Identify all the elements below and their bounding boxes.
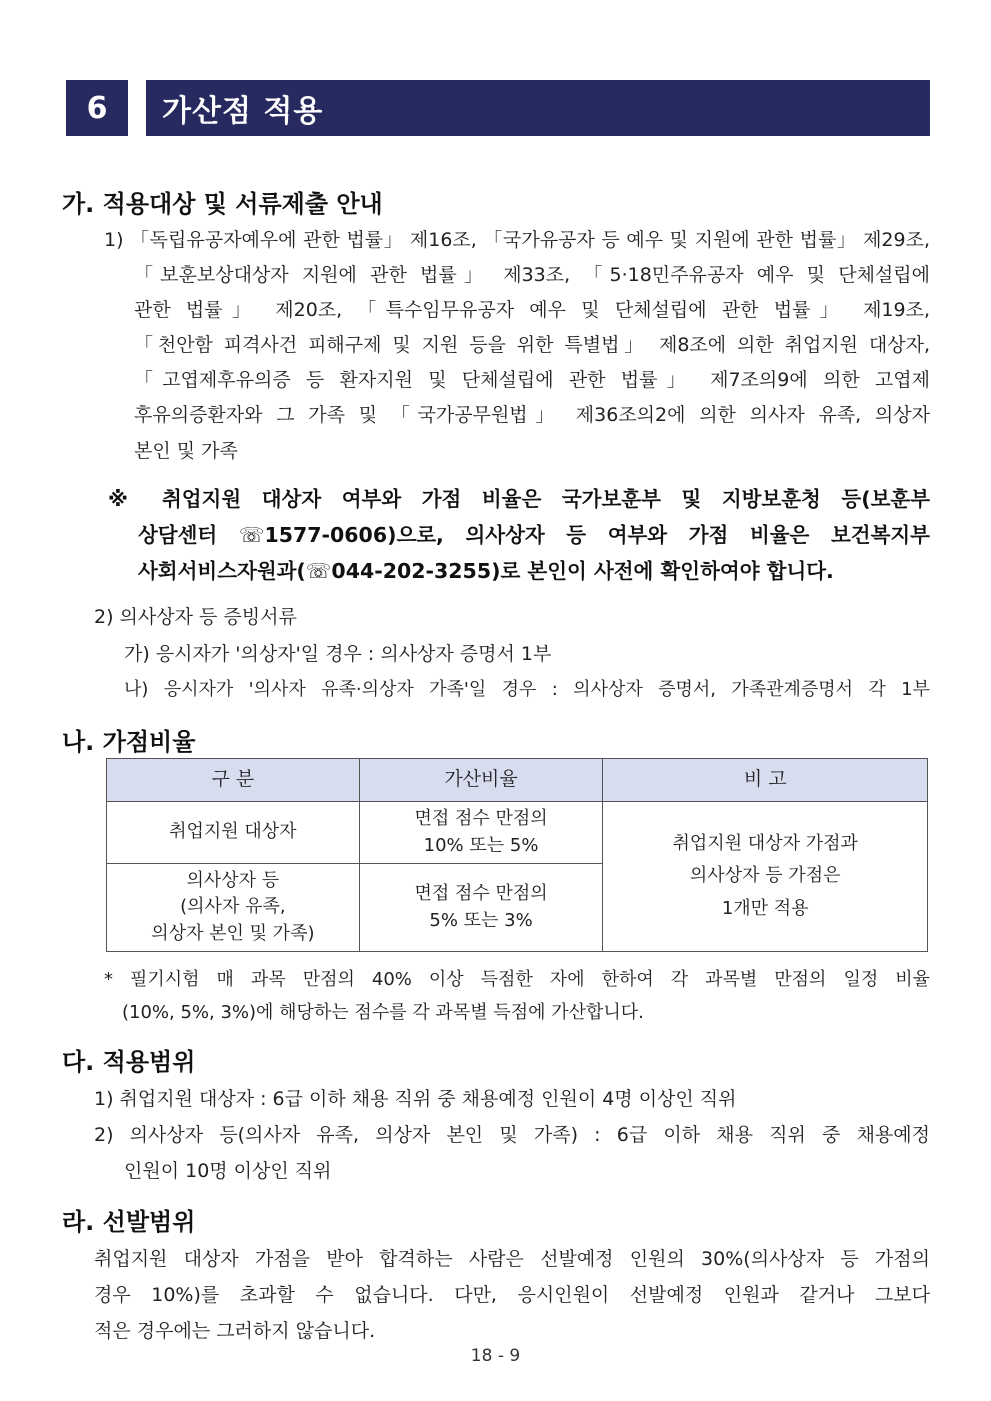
row1-category: 취업지원 대상자: [107, 802, 360, 864]
notice-line: 사회서비스자원과(☏044-202-3255)로 본인이 사전에 확인하여야 합니다.: [138, 559, 834, 583]
row2-category: [107, 864, 360, 952]
item2-title: 2) 의사상자 등 증빙서류: [94, 606, 297, 628]
bonus-rate-table: [106, 758, 928, 952]
row2-category-line3: 의상자 본인 및 가족): [151, 922, 315, 944]
da-item1: 1) 취업지원 대상자 : 6급 이하 채용 직위 중 채용예정 인원이 4명 이상인 직위: [94, 1088, 737, 1110]
item1-line: 「보훈보상대상자 지원에 관한 법률」 제33조, 「5·18민주유공자 예우 및 단체설립에: [134, 264, 930, 286]
heading-na: 나. 가점비율: [62, 728, 196, 756]
table-row: [107, 802, 928, 864]
remark-cell: [603, 802, 928, 952]
header-remark: 비 고: [603, 759, 928, 802]
da-item2-line1: 2) 의사상자 등(의사자 유족, 의상자 본인 및 가족) : 6급 이하 채용 직위 중 채용예정: [94, 1124, 930, 1146]
notice-line: ※ 취업지원 대상자 여부와 가점 비율은 국가보훈부 및 지방보훈청 등(보훈부: [108, 487, 930, 511]
footnote-line: * 필기시험 매 과목 만점의 40% 이상 득점한 자에 한하여 각 과목별 만점의 일정 비율: [104, 969, 930, 990]
row1-rate-line2: 10% 또는 5%: [423, 834, 539, 856]
row1-rate: [359, 802, 603, 864]
row2-rate-line2: 5% 또는 3%: [429, 909, 533, 931]
footnote-line: (10%, 5%, 3%)에 해당하는 점수를 각 과목별 득점에 가산합니다.: [122, 1002, 644, 1023]
row2-category-line2: (의사자 유족,: [180, 896, 286, 918]
ra-line: 경우 10%)를 초과할 수 없습니다. 다만, 응시인원이 선발예정 인원과 같거나 그보다: [94, 1284, 930, 1306]
item1-line: 본인 및 가족: [134, 440, 238, 462]
header-rate: 가산비율: [359, 759, 603, 802]
row2-rate: [359, 864, 603, 952]
remark-line3: 1개만 적용: [721, 897, 809, 919]
da-item2-line2: 인원이 10명 이상인 직위: [124, 1160, 332, 1182]
section-header: [66, 80, 930, 136]
item2-b: 나) 응시자가 '의사자 유족·의상자 가족'일 경우 : 의사상자 증명서, 가족관계증명서 각 1부: [124, 679, 930, 700]
item1-line: 후유의증환자와 그 가족 및 「국가공무원법」 제36조의2에 의한 의사자 유족, 의상자: [134, 404, 930, 426]
notice-line: 상담센터 ☏1577-0606)으로, 의사상자 등 여부와 가점 비율은 보건복지부: [138, 523, 930, 547]
page-number: 18 - 9: [470, 1346, 521, 1366]
heading-ra: 라. 선발범위: [62, 1208, 196, 1236]
section-title: 가산점 적용: [146, 80, 930, 136]
header-category: 구 분: [107, 759, 360, 802]
row2-category-line1: 의사상자 등: [186, 870, 280, 892]
row2-rate-line1: 면접 점수 만점의: [414, 883, 548, 905]
ra-line: 적은 경우에는 그러하지 않습니다.: [94, 1320, 376, 1342]
item1-line: 「천안함 피격사건 피해구제 및 지원 등을 위한 특별법」 제8조에 의한 취업지원 대상자,: [134, 334, 930, 356]
item1-line: 1) 「독립유공자예우에 관한 법률」 제16조, 「국가유공자 등 예우 및 지원에 관한 법률」 제29조,: [104, 229, 930, 251]
table-header-row: [107, 759, 928, 802]
row1-rate-line1: 면접 점수 만점의: [414, 808, 548, 830]
remark-line1: 취업지원 대상자 가점과: [672, 833, 858, 855]
item1-line: 「고엽제후유의증 등 환자지원 및 단체설립에 관한 법률」 제7조의9에 의한 고엽제: [134, 369, 930, 391]
item2-a: 가) 응시자가 '의상자'일 경우 : 의사상자 증명서 1부: [124, 643, 552, 665]
heading-da: 다. 적용범위: [62, 1048, 196, 1076]
item1-line: 관한 법률」 제20조, 「특수임무유공자 예우 및 단체설립에 관한 법률」 제19조,: [134, 299, 930, 321]
section-number: 6: [66, 80, 128, 136]
heading-ga: 가. 적용대상 및 서류제출 안내: [62, 190, 383, 218]
remark-line2: 의사상자 등 가점은: [689, 865, 841, 887]
ra-line: 취업지원 대상자 가점을 받아 합격하는 사람은 선발예정 인원의 30%(의사상자 등 가점의: [94, 1248, 930, 1270]
